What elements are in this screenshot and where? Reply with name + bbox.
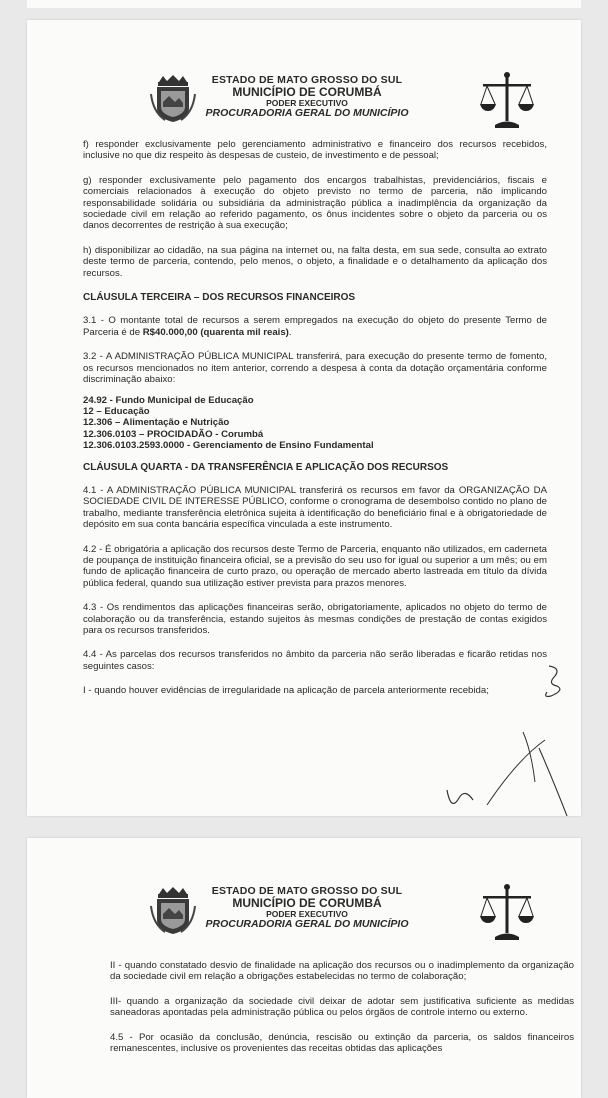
header-city: MUNICÍPIO DE CORUMBÁ <box>232 896 382 911</box>
clause-4-title: CLÁUSULA QUARTA - DA TRANSFERÊNCIA E APLICAÇÃO DOS RECURSOS <box>83 461 449 473</box>
paragraph-4-4: 4.4 - As parcelas dos recursos transferidos no âmbito da parceria não serão liberadas e ficarão retidas nos seguintes casos: <box>83 649 547 672</box>
letterhead <box>27 20 581 130</box>
header-state: ESTADO DE MATO GROSSO DO SUL <box>211 885 403 897</box>
handwritten-signature <box>427 720 577 816</box>
item-h: h) disponibilizar ao cidadão, na sua página na internet ou, na falta desta, em sua sede, consulta ao extrato deste termo de parceria, contendo, pelo menos, o objeto, a finalidade e o detalhamento da aplicação dos recursos. <box>83 244 547 279</box>
budget-line: 12.306 – Alimentação e Nutrição <box>83 417 230 429</box>
budget-line: 24.92 - Fundo Municipal de Educação <box>83 394 254 406</box>
budget-line: 12.306.0103 – PROCIDADÃO - Corumbá <box>83 428 264 440</box>
paragraph-3-2: 3.2 - A ADMINISTRAÇÃO PÚBLICA MUNICIPAL transferirá, para execução do presente termo de fomento, os recursos mencionados no item anterior, correndo a despesa à conta da dotação orçamentária conforme discriminação abaixo: <box>83 351 547 386</box>
header-power: PODER EXECUTIVO <box>266 908 348 919</box>
paragraph-4-3: 4.3 - Os rendimentos das aplicações financeiras serão, obrigatoriamente, aplicados no objeto do termo de colaboração ou da transferência, estando sujeitos às mesmas condições de prestação de contas exigidos para os recursos transferidos. <box>83 602 547 636</box>
paragraph-4-2: 4.2 - É obrigatória a aplicação dos recursos deste Termo de Parceria, enquanto não utilizados, em caderneta de poupança de instituição financeira oficial, se a previsão do seu uso for igual ou superior a um mês; ou em fundo de aplicação financeira de curto prazo, ou operação de mercado aberto lastreada em título da dívida pública federal, quando sua utilização estiver prevista para prazos menores. <box>83 543 547 589</box>
budget-line: 12.306.0103.2593.0000 - Gerenciamento de Ensino Fundamental <box>83 440 374 452</box>
header-office: PROCURADORIA GERAL DO MUNICÍPIO <box>205 106 409 119</box>
scales-of-justice-icon <box>479 882 535 944</box>
header-power: PODER EXECUTIVO <box>266 97 348 108</box>
document-page-2 <box>27 838 581 1098</box>
budget-line: 12 – Educação <box>83 405 150 417</box>
item-g: g) responder exclusivamente pelo pagamento dos encargos trabalhistas, previdenciários, fiscais e comerciais relacionados à execução do objeto previsto no termo de parceria, não implicando responsabilidade solidária ou subsidiária da administração pública a inadimplência da organização da sociedade civil em relação ao referido pagamento, os ônus incidentes sobre o objeto da parceria ou os danos decorrentes de restrição à sua execução; <box>83 174 547 232</box>
item-f: f) responder exclusivamente pelo gerenciamento administrativo e financeiro dos recursos recebidos, inclusive no que diz respeito às despesas de custeio, de investimento e de pessoal; <box>83 139 547 162</box>
header-state: ESTADO DE MATO GROSSO DO SUL <box>211 74 403 86</box>
clause-3-title: CLÁUSULA TERCEIRA – DOS RECURSOS FINANCEIROS <box>83 292 356 304</box>
letterhead <box>27 838 581 948</box>
handwritten-initials <box>539 662 569 702</box>
item-III: III- quando a organização da sociedade civil deixar de adotar sem justificativa suficiente as medidas saneadoras apontadas pela administração pública ou pelos órgãos de controle interno ou externo. <box>110 995 574 1019</box>
scales-of-justice-icon <box>479 70 535 132</box>
paragraph-4-5: 4.5 - Por ocasião da conclusão, denúncia, rescisão ou extinção da parceria, os saldos financeiros remanescentes, inclusive os provenientes das receitas obtidas das aplicações <box>110 1031 574 1055</box>
item-I: I - quando houver evidências de irregularidade na aplicação de parcela anteriormente recebida; <box>83 685 489 697</box>
header-city: MUNICÍPIO DE CORUMBÁ <box>232 85 382 100</box>
header-office: PROCURADORIA GERAL DO MUNICÍPIO <box>205 917 409 930</box>
paragraph-3-1: 3.1 - O montante total de recursos a serem empregados na execução do objeto do presente Termo de Parceria é de R$40.000,00 (quarenta mil reais). <box>83 315 547 338</box>
document-body <box>83 139 547 710</box>
item-II: II - quando constatado desvio de finalidade na aplicação dos recursos ou o inadimplemento da organização da sociedade civil em relação a obrigações estabelecidas no termo de colaboração; <box>110 960 574 983</box>
document-body <box>110 960 574 1067</box>
document-page-1 <box>27 20 581 816</box>
budget-allocation-list <box>83 395 547 452</box>
paragraph-4-1: 4.1 - A ADMINISTRAÇÃO PÚBLICA MUNICIPAL transferirá os recursos em favor da ORGANIZAÇÃO DA SOCIEDADE CIVIL DE INTERESSE PÚBLICO, conforme o cronograma de desembolso contido no plano de trabalho, mediante transferência eletrônica sujeita à identificação do beneficiário final e à obrigatoriedade de depósito em sua conta bancária específica vinculada a este instrumento. <box>83 484 547 531</box>
previous-page-edge <box>27 0 581 8</box>
